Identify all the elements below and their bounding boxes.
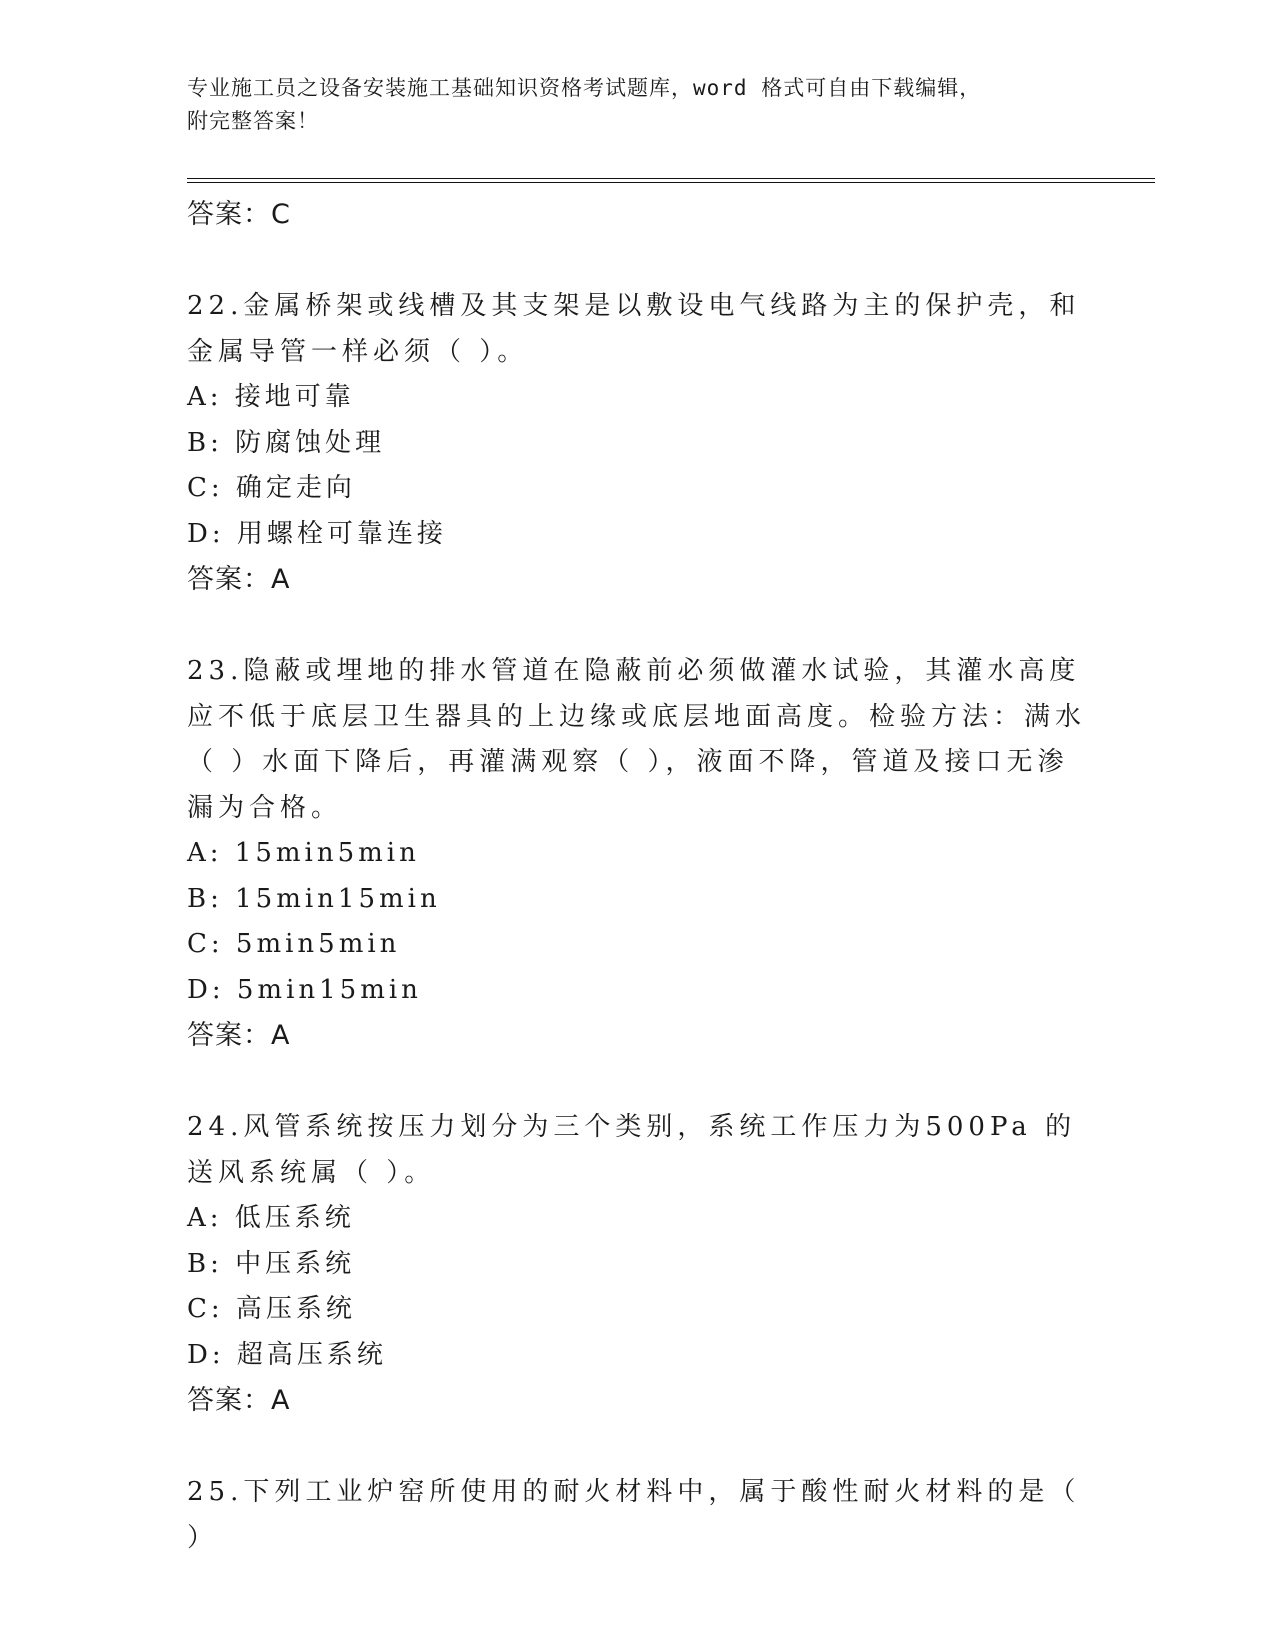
question-24: [187, 1105, 1087, 1424]
header-line-1: 专业施工员之设备安装施工基础知识资格考试题库，word 格式可自由下载编辑，: [187, 76, 982, 100]
document-body: [187, 188, 1094, 1561]
question-stem: 23.隐蔽或埋地的排水管道在隐蔽前必须做灌水试验，其灌水高度应不低于底层卫生器具的上边缘或底层地面高度。检验方法：满水（ ）水面下降后，再灌满观察（ ），液面不降，管道及接口无渗漏为合格。: [187, 656, 1087, 823]
option-c: C: 确定走向: [187, 473, 356, 503]
question-stem: 25.下列工业炉窑所使用的耐火材料中，属于酸性耐火材料的是（ ）: [187, 1477, 1094, 1553]
option-c: C: 5min5min: [187, 929, 401, 959]
header-divider: [187, 178, 1155, 183]
question-23: [187, 649, 1087, 1059]
previous-answer: 答案：C: [187, 199, 291, 230]
answer-line: 答案：A: [187, 1385, 291, 1416]
answer-line: 答案：A: [187, 564, 291, 595]
option-d: D: 超高压系统: [187, 1339, 387, 1370]
option-a: A: 低压系统: [187, 1203, 355, 1233]
option-c: C: 高压系统: [187, 1294, 356, 1324]
question-stem: 22.金属桥架或线槽及其支架是以敷设电气线路为主的保护壳，和金属导管一样必须（ ）。: [187, 291, 1081, 367]
page-header: [187, 72, 1087, 138]
option-a: A: 15min5min: [187, 838, 420, 868]
option-b: B: 15min15min: [187, 883, 441, 914]
option-d: D: 用螺栓可靠连接: [187, 518, 447, 549]
question-stem: 24.风管系统按压力划分为三个类别，系统工作压力为500Pa 的送风系统属（ ）。: [187, 1112, 1077, 1188]
question-25: [187, 1470, 1094, 1561]
header-line-2: 附完整答案！: [187, 109, 319, 133]
option-b: B: 防腐蚀处理: [187, 427, 386, 458]
option-a: A: 接地可靠: [187, 382, 355, 412]
answer-line: 答案：A: [187, 1020, 291, 1051]
option-b: B: 中压系统: [187, 1248, 356, 1279]
option-d: D: 5min15min: [187, 974, 422, 1005]
question-22: [187, 284, 1087, 603]
